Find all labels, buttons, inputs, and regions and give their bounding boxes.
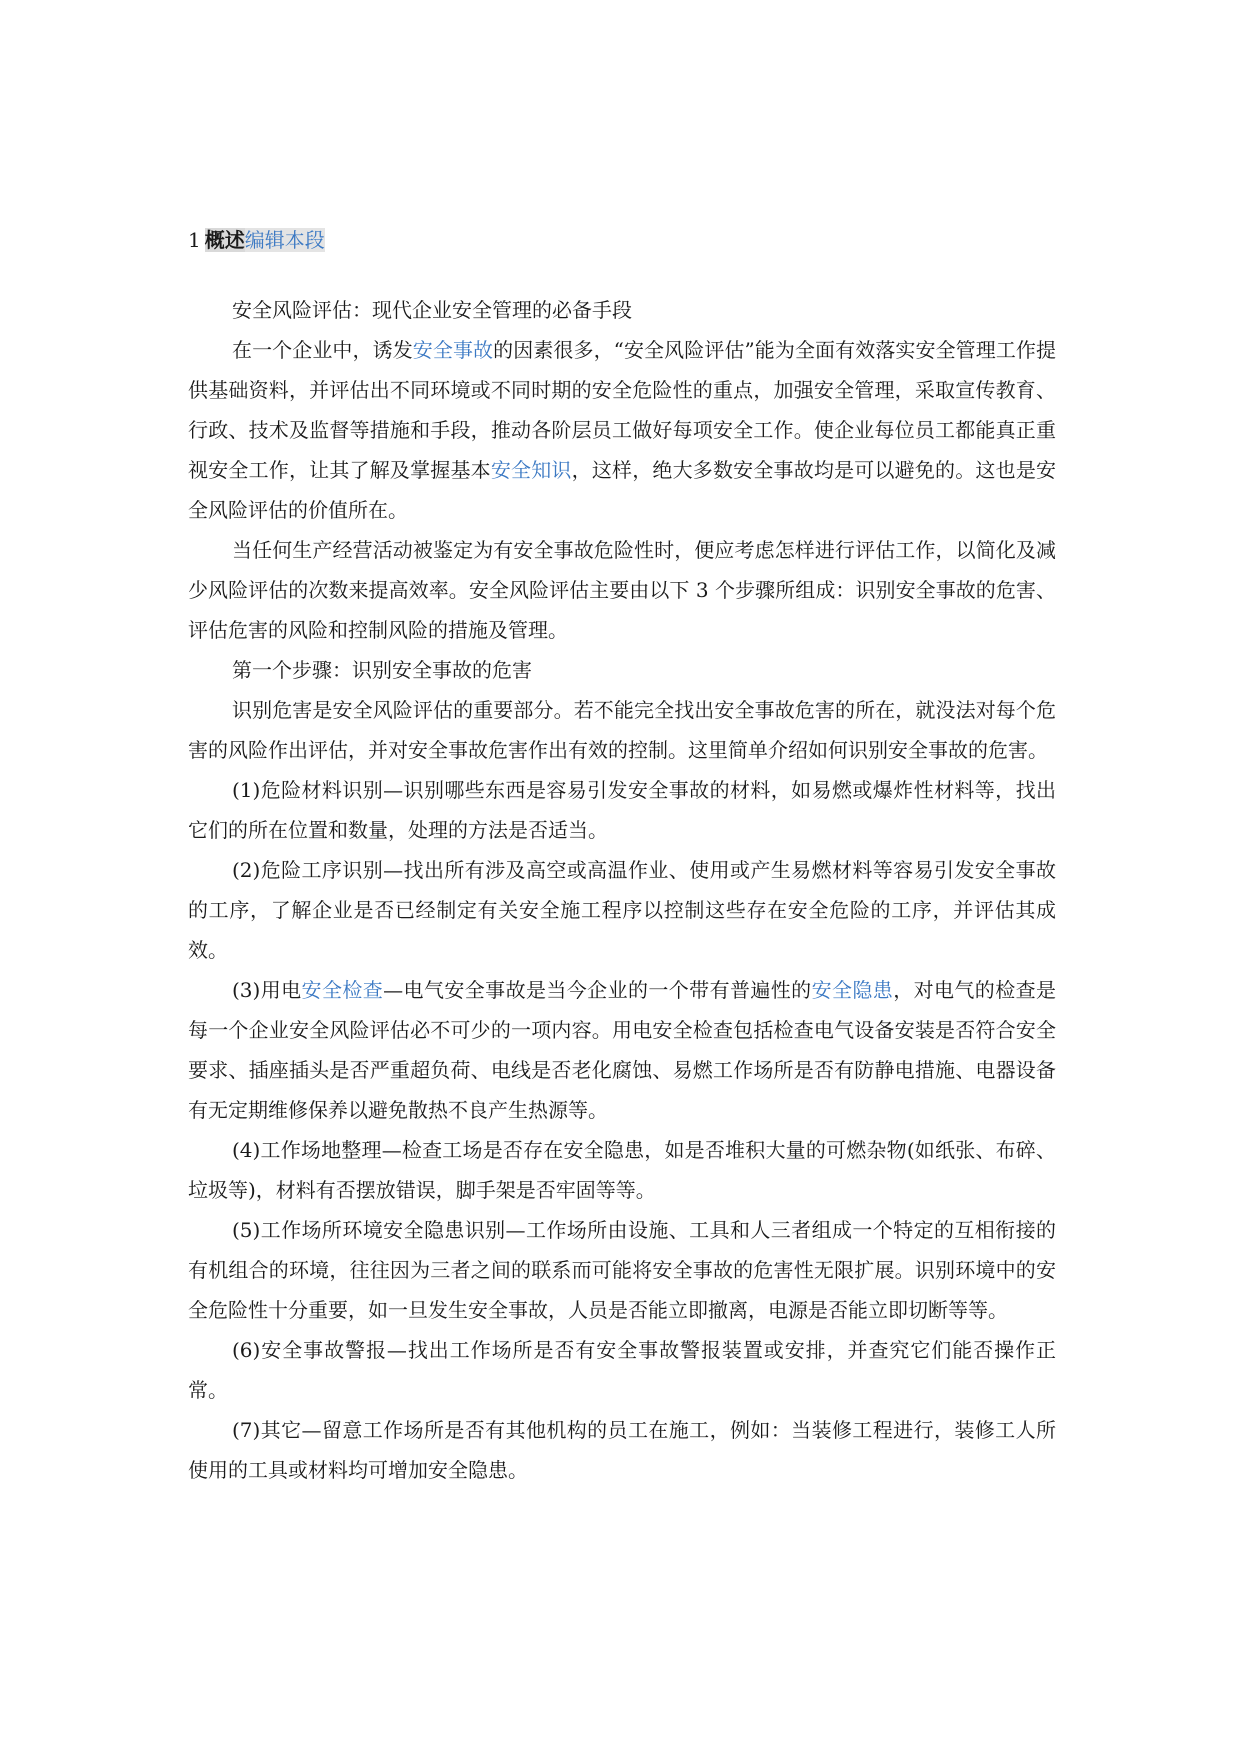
paragraph [188, 290, 1056, 330]
paragraph [188, 770, 1056, 850]
edit-section-link[interactable]: 编辑本段 [244, 228, 325, 252]
paragraph-text: (7)其它—留意工作场所是否有其他机构的员工在施工，例如：当装修工程进行，装修工人所使用的工具或材料均可增加安全隐患。 [188, 1418, 1056, 1482]
paragraph-text: (5)工作场所环境安全隐患识别—工作场所由设施、工具和人三者组成一个特定的互相衔接的有机组合的环境，往往因为三者之间的联系而可能将安全事故的危害性无限扩展。识别环境中的安全危险性十分重要，如一旦发生安全事故，人员是否能立即撤离，电源是否能立即切断等等。 [188, 1218, 1056, 1322]
paragraph [188, 1130, 1056, 1210]
paragraph-text: 安全风险评估：现代企业安全管理的必备手段 [232, 298, 632, 322]
paragraph [188, 330, 1056, 530]
paragraph-text: ，这样，绝大多数安全事故均是可以避免的。这也是安全风险评估的价值所在。 [188, 458, 1057, 522]
paragraph-text: (2)危险工序识别—找出所有涉及高空或高温作业、使用或产生易燃材料等容易引发安全事故的工序，了解企业是否已经制定有关安全施工程序以控制这些存在安全危险的工序，并评估其成效。 [188, 858, 1056, 962]
paragraph [188, 1410, 1056, 1490]
paragraph-text: (3)用电 [232, 978, 302, 1002]
paragraph-text: (6)安全事故警报—找出工作场所是否有安全事故警报装置或安排，并查究它们能否操作正常。 [188, 1338, 1056, 1402]
article-body [188, 290, 1056, 1490]
section-title: 概述 [204, 228, 245, 252]
paragraph-text: 识别危害是安全风险评估的重要部分。若不能完全找出安全事故危害的所在，就没法对每个危害的风险作出评估，并对安全事故危害作出有效的控制。这里简单介绍如何识别安全事故的危害。 [188, 698, 1056, 762]
paragraph [188, 690, 1056, 770]
paragraph-text: ，对电气的检查是每一个企业安全风险评估必不可少的一项内容。用电安全检查包括检查电气设备安装是否符合安全要求、插座插头是否严重超负荷、电线是否老化腐蚀、易燃工作场所是否有防静电措施、电器设备有无定期维修保养以避免散热不良产生热源等。 [188, 978, 1057, 1122]
paragraph-text: 的因素很多，“安全风险评估”能为全面有效落实安全管理工作提供基础资料，并评估出不同环境或不同时期的安全危险性的重点，加强安全管理，采取宣传教育、行政、技术及监督等措施和手段，推动各阶层员工做好每项安全工作。使企业每位员工都能真正重视安全工作，让其了解及掌握基本 [188, 338, 1057, 482]
inline-link[interactable]: 安全事故 [412, 338, 494, 362]
paragraph [188, 850, 1056, 970]
section-heading [188, 226, 325, 254]
paragraph-text: (4)工作场地整理—检查工场是否存在安全隐患，如是否堆积大量的可燃杂物(如纸张、布碎、垃圾等)，材料有否摆放错误，脚手架是否牢固等等。 [188, 1138, 1056, 1202]
paragraph [188, 970, 1056, 1130]
paragraph-text: 在一个企业中，诱发 [232, 338, 413, 362]
paragraph [188, 1210, 1056, 1330]
paragraph [188, 650, 1056, 690]
inline-link[interactable]: 安全检查 [301, 978, 384, 1002]
paragraph [188, 530, 1056, 650]
paragraph [188, 1330, 1056, 1410]
paragraph-text: —电气安全事故是当今企业的一个带有普遍性的 [383, 978, 812, 1002]
paragraph-text: 当任何生产经营活动被鉴定为有安全事故危险性时，便应考虑怎样进行评估工作，以简化及减少风险评估的次数来提高效率。安全风险评估主要由以下 3 个步骤所组成：识别安全事故的危害、评估危害的风险和控制风险的措施及管理。 [188, 538, 1056, 642]
inline-link[interactable]: 安全知识 [490, 458, 572, 482]
paragraph-text: 第一个步骤：识别安全事故的危害 [232, 658, 532, 682]
inline-link[interactable]: 安全隐患 [811, 978, 894, 1002]
paragraph-text: (1)危险材料识别—识别哪些东西是容易引发安全事故的材料，如易燃或爆炸性材料等，找出它们的所在位置和数量，处理的方法是否适当。 [188, 778, 1056, 842]
section-number: 1 [188, 228, 201, 252]
